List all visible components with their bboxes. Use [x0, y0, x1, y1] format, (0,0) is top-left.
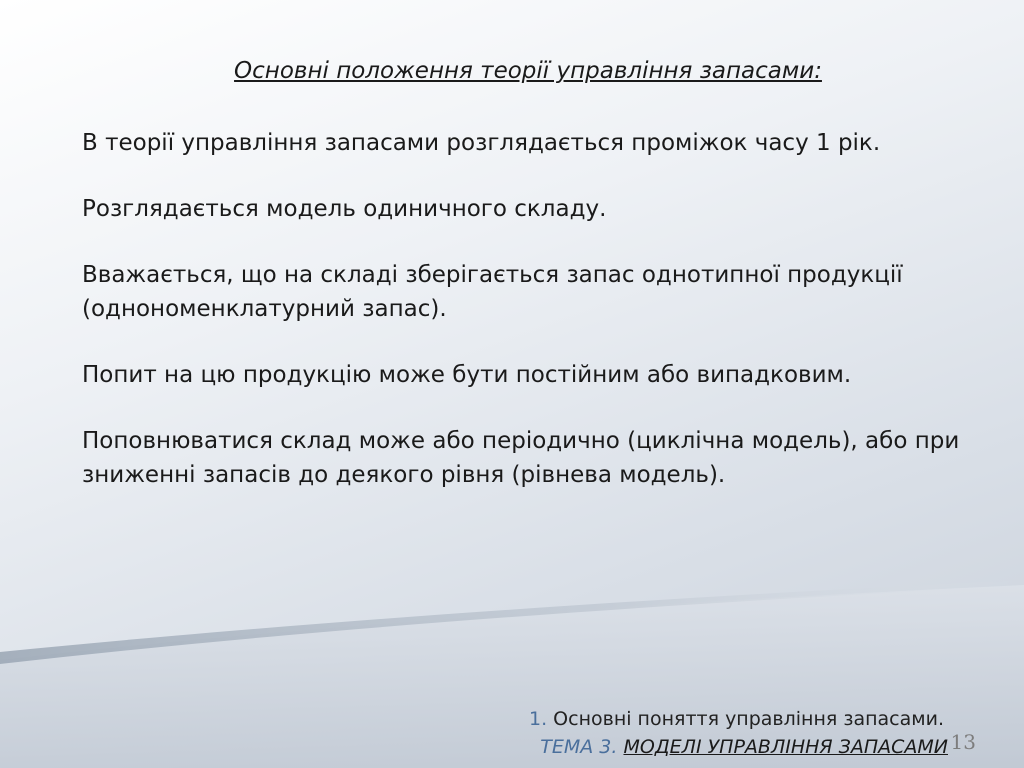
paragraph-time-period: В теорії управління запасами розглядається проміжок часу 1 рік.: [82, 130, 881, 156]
footer-section-number: 1.: [528, 708, 548, 730]
paragraph-demand: Попит на цю продукцію може бути постійним або випадковим.: [82, 362, 852, 388]
page-number: 13: [950, 730, 976, 754]
paragraph-replenishment: Поповнюватися склад може або періодично (циклічна модель), або при зниженні запасів до деякого рівня (рівнева модель).: [82, 428, 960, 488]
paragraph-uniform-stock: Вважається, що на складі зберігається запас однотипної продукції (однономенклатурний запас).: [82, 262, 903, 322]
footer-section-title: Основні поняття управління запасами.: [553, 708, 944, 730]
slide-title: Основні положення теорії управління запасами:: [234, 58, 822, 84]
footer-topic-prefix: ТЕМА 3.: [540, 736, 618, 758]
footer-topic: [540, 736, 948, 758]
footer-topic-title: МОДЕЛІ УПРАВЛІННЯ ЗАПАСАМИ: [623, 736, 948, 758]
paragraph-single-warehouse: Розглядається модель одиничного складу.: [82, 196, 607, 222]
footer-section: [529, 708, 944, 730]
slide-body: [82, 126, 982, 492]
